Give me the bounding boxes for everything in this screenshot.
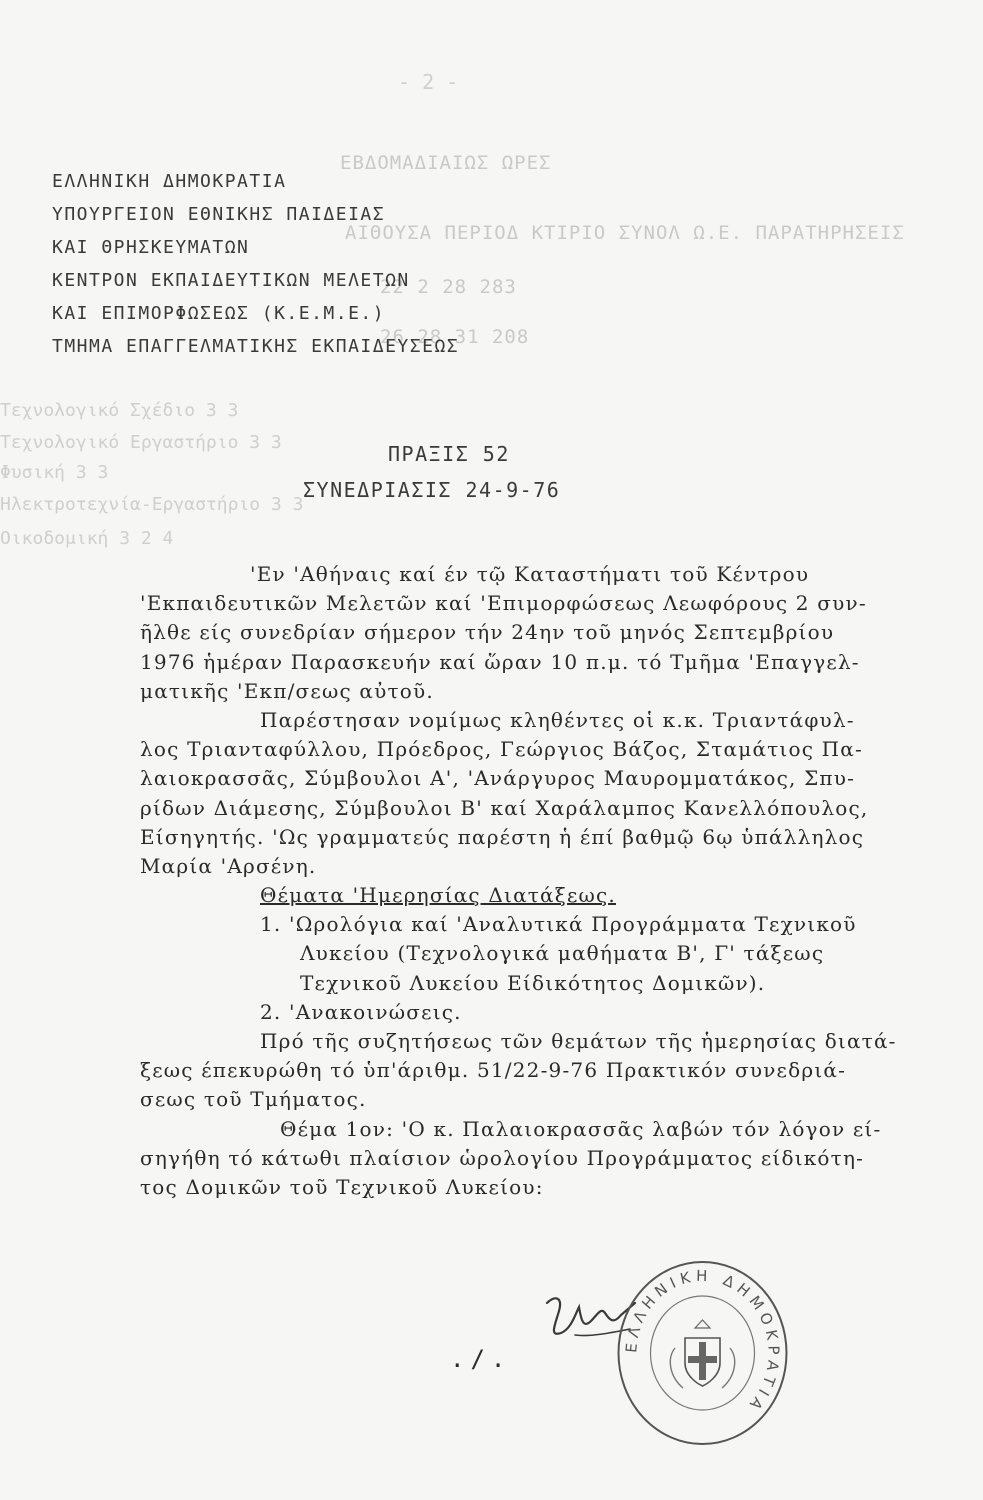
agenda-heading: Θέματα 'Ημερησίας Διατάξεως. [260,883,616,908]
letterhead-line: ΥΠΟΥΡΓΕΙΟΝ ΕΘΝΙΚΗΣ ΠΑΙΔΕΙΑΣ [52,204,386,225]
bleed-through-table: Οικοδομική 3 2 4 [0,528,174,549]
topic-line: Θέμα 1ον: 'Ο κ. Παλαιοκρασσᾶς λαβών τόν λόγον εί- [280,1116,882,1141]
body-line: ῆλθε είς συνεδρίαν σήμερον τήν 24ην τοῦ μηνός Σεπτεμβρίου [140,620,835,645]
bleed-through-table: Φυσική 3 3 [0,462,109,483]
body-line: λος Τριανταφύλλου, Πρόεδρος, Γεώργιος Βάζος, Σταμάτιος Πα- [140,737,863,762]
body-line: ρίδων Διάμεσης, Σύμβουλοι Β' καί Χαράλαμπος Κανελλόπουλος, [140,795,869,820]
continuation-mark: ./. [450,1345,512,1373]
seal-text: ΕΛΛΗΝΙΚΗ ΔΗΜΟΚΡΑΤΙΑ [622,1266,783,1417]
letterhead-line: ΤΜΗΜΑ ΕΠΑΓΓΕΛΜΑΤΙΚΗΣ ΕΚΠΑΙΔΕΥΣΕΩΣ [52,336,460,357]
body-line: Είσηγητής. 'Ως γραμματεύς παρέστη ἡ έπί βαθμῷ 6ῳ ὑπάλληλος [140,824,865,849]
body-line: σεως τοῦ Τμήματος. [140,1087,367,1112]
official-seal-icon [615,1258,790,1448]
bleed-through-table: Τεχνολογικό Σχέδιο 3 3 [0,400,239,421]
bleed-through-table: Τεχνολογικό Εργαστήριο 3 3 [0,432,282,453]
body-line: λαιοκρασσᾶς, Σύμβουλοι Α', 'Ανάργυρος Μαυρομματάκος, Σπυ- [140,766,856,791]
letterhead-line: ΚΕΝΤΡΟΝ ΕΚΠΑΙΔΕΥΤΙΚΩΝ ΜΕΛΕΤΩΝ [52,270,410,291]
letterhead-line: ΕΛΛΗΝΙΚΗ ΔΗΜΟΚΡΑΤΙΑ [52,171,287,192]
agenda-item: 1. 'Ωρολόγια καί 'Αναλυτικά Προγράμματα Τεχνικοῦ [260,912,857,937]
body-line: 'Εν 'Αθήναις καί έν τῷ Καταστήματι τοῦ Κέντρου [250,562,810,586]
body-line: τος Δομικῶν τοῦ Τεχνικοῦ Λυκείου: [140,1174,544,1199]
svg-text:ΕΛΛΗΝΙΚΗ ΔΗΜΟΚΡΑΤΙΑ [622,1267,782,1417]
agenda-item-cont: Τεχνικοῦ Λυκείου Είδικότητος Δομικῶν). [300,970,766,995]
agenda-item: 2. 'Ανακοινώσεις. [260,999,462,1024]
body-line: ματικῆς 'Εκπ/σεως αὐτοῦ. [140,678,434,703]
bleed-through-table: ΑΙΘΟΥΣΑ ΠΕΡΙΟΔ ΚΤΙΡΙΟ ΣΥΝΟΛ Ω.Ε. ΠΑΡΑΤΗΡΗΣΕΙΣ [345,222,905,244]
body-line: 'Εκπαιδευτικῶν Μελετῶν καί 'Επιμορφώσεως Λεωφόρους 2 συν- [140,591,867,616]
body-line: Μαρία 'Αρσένη. [140,853,317,878]
bleed-through-table: Ηλεκτροτεχνία-Εργαστήριο 3 3 [0,494,304,515]
bleed-through-table: 26 28 31 208 [380,326,530,348]
letterhead-line: ΚΑΙ ΕΠΙΜΟΡΦΩΣΕΩΣ (Κ.Ε.Μ.Ε.) [52,303,386,324]
body-line: 1976 ἡμέραν Παρασκευήν καί ὥραν 10 π.μ. τό Τμῆμα 'Επαγγελ- [140,649,860,674]
bleed-through-table: 22 2 28 283 [380,276,517,298]
letterhead [52,165,459,363]
session-title: ΣΥΝΕΔΡΙΑΣΙΣ 24-9-76 [303,478,561,502]
act-title: ΠΡΑΞΙΣ 52 [388,442,510,466]
body-line: σηγήθη τό κάτωθι πλαίσιον ὡρολογίου Προγράμματος είδικότη- [140,1145,865,1170]
bleed-through-table: ΕΒΔΟΜΑΔΙΑΙΩΣ ΩΡΕΣ [340,152,552,174]
page-number: - 2 - [398,70,459,94]
minutes-body [140,560,930,1202]
body-line: ξεως έπεκυρώθη τό ὑπ'άριθμ. 51/22-9-76 Πρακτικόν συνεδριά- [140,1058,847,1083]
agenda-item-cont: Λυκείου (Τεχνολογικά μαθήματα Β', Γ' τάξεως [300,941,825,966]
body-line: Πρό τῆς συζητήσεως τῶν θεμάτων τῆς ἡμερησίας διατά- [260,1029,897,1053]
body-line: Παρέστησαν νομίμως κληθέντες οἱ κ.κ. Τριαντάφυλ- [260,707,855,732]
letterhead-line: ΚΑΙ ΘΡΗΣΚΕΥΜΑΤΩΝ [52,237,250,258]
